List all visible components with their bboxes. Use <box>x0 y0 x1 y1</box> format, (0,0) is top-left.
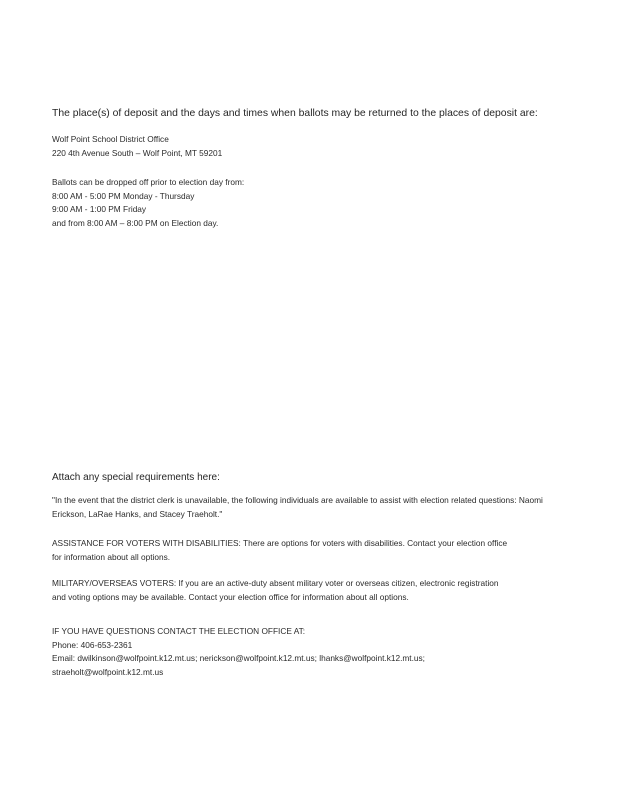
location-name: Wolf Point School District Office <box>52 134 169 144</box>
military-text-2: and voting options may be available. Contact your election office for information about all options. <box>52 591 409 602</box>
dropoff-intro: Ballots can be dropped off prior to election day from: <box>52 177 245 187</box>
contact-heading: IF YOU HAVE QUESTIONS CONTACT THE ELECTION OFFICE AT: <box>52 626 306 636</box>
contact-email-2: straeholt@wolfpoint.k12.mt.us <box>52 666 164 677</box>
contact-block <box>52 625 425 679</box>
deposit-heading: The place(s) of deposit and the days and times when ballots may be returned to the places of deposit are: <box>52 108 538 119</box>
contact-email-1: Email: dwilkinson@wolfpoint.k12.mt.us; nerickson@wolfpoint.k12.mt.us; lhanks@wolfpoint.k12.mt.us; <box>52 653 425 663</box>
hours-election-day: and from 8:00 AM – 8:00 PM on Election day. <box>52 217 219 228</box>
hours-friday: 9:00 AM - 1:00 PM Friday <box>52 204 147 214</box>
clerk-note-block <box>52 494 572 521</box>
location-address: 220 4th Avenue South – Wolf Point, MT 59201 <box>52 147 223 158</box>
disabilities-block <box>52 537 507 564</box>
dropoff-hours <box>52 176 244 230</box>
contact-phone: Phone: 406-653-2361 <box>52 639 133 650</box>
disabilities-text-2: for information about all options. <box>52 551 171 562</box>
hours-weekday: 8:00 AM - 5:00 PM Monday - Thursday <box>52 190 195 201</box>
requirements-heading: Attach any special requirements here: <box>52 472 220 483</box>
disabilities-text-1: ASSISTANCE FOR VOTERS WITH DISABILITIES: There are options for voters with disabilities. Contact your election office <box>52 538 508 548</box>
deposit-location <box>52 133 222 160</box>
military-block <box>52 577 499 604</box>
clerk-note: "In the event that the district clerk is unavailable, the following individuals are available to assist with election related questions: Naomi Erickson, LaRae Hanks, and Stacey Traeholt." <box>52 495 543 519</box>
military-text-1: MILITARY/OVERSEAS VOTERS: If you are an active-duty absent military voter or overseas citizen, electronic registration <box>52 578 499 588</box>
